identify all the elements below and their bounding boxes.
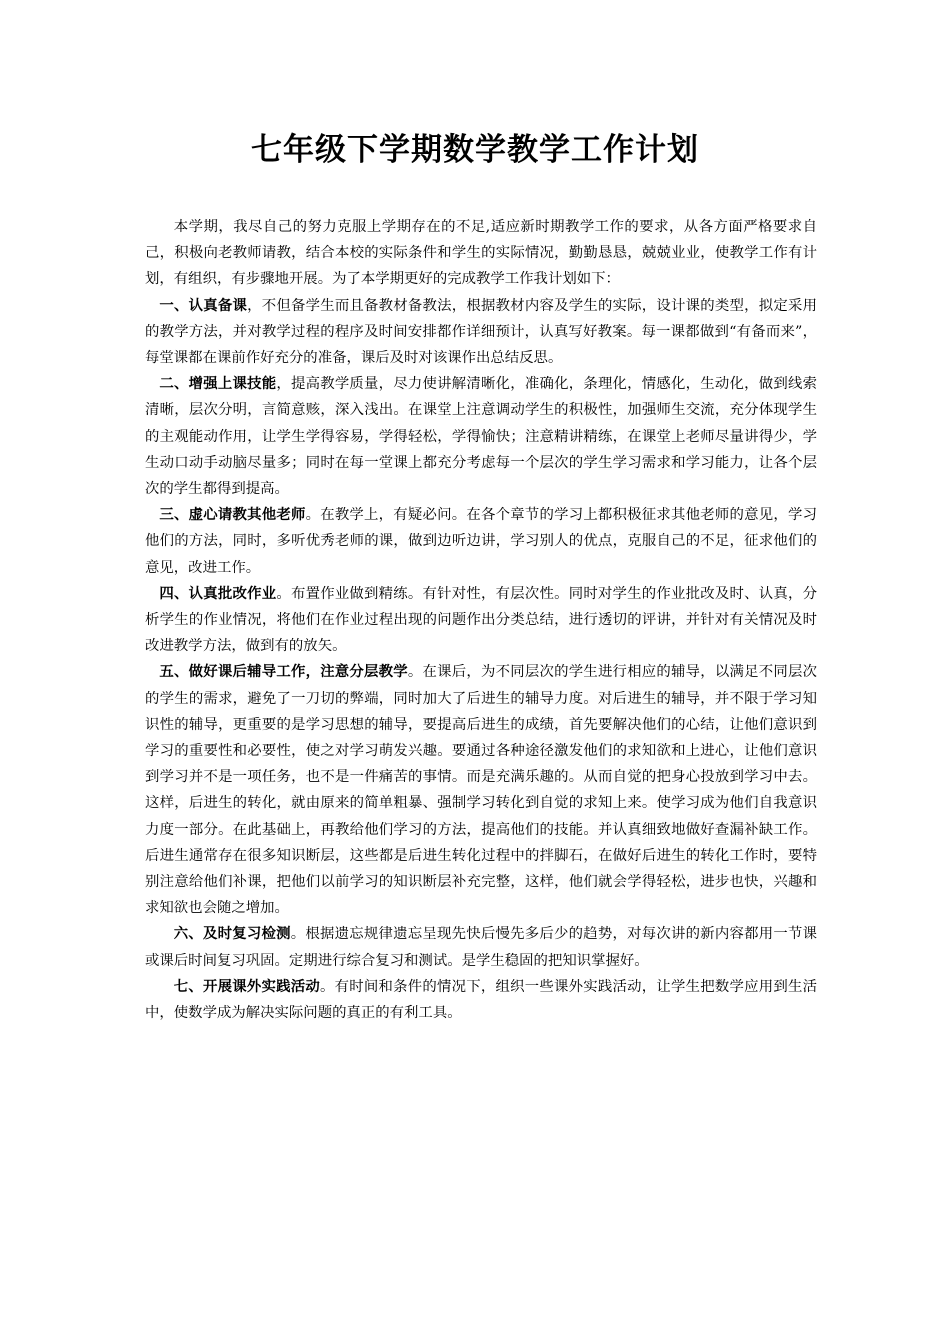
intro-paragraph: 本学期，我尽自己的努力克服上学期存在的不足,适应新时期教学工作的要求，从各方面严格要求自己，积极向老教师请教，结合本校的实际条件和学生的实际情况，勤勤恳恳，兢兢业业，使教学工作有计划，有组织，有步骤地开展。为了本学期更好的完成教学工作我计划如下： <box>145 219 817 288</box>
section-5-heading: 五、做好课后辅导工作，注意分层教学 <box>159 664 408 681</box>
section-3-heading: 三、虚心请教其他老师 <box>159 507 306 524</box>
section-7-heading: 七、开展课外实践活动 <box>173 978 321 995</box>
section-3-paragraph <box>145 502 817 581</box>
section-4-text: 。布置作业做到精练。有针对性，有层次性。同时对学生的作业批改及时、认真，分析学生的作业情况，将他们在作业过程出现的问题作出分类总结，进行透切的评讲，并针对有关情况及时改进教学方法，做到有的放矢。 <box>145 585 817 655</box>
section-7-paragraph <box>145 974 817 1026</box>
document-body <box>145 214 817 1026</box>
section-1-heading: 一、认真备课 <box>159 297 248 314</box>
section-5-paragraph <box>145 659 817 921</box>
section-1-paragraph <box>145 293 817 372</box>
section-2-heading: 二、增强上课技能 <box>159 376 277 393</box>
section-2-text: ，提高教学质量，尽力使讲解清晰化，准确化，条理化，情感化，生动化，做到线索清晰，层次分明，言简意赅，深入浅出。在课堂上注意调动学生的积极性，加强师生交流，充分体现学生的主观能动作用，让学生学得容易，学得轻松，学得愉快；注意精讲精练，在课堂上老师尽量讲得少，学生动口动手动脑尽量多；同时在每一堂课上都充分考虑每一个层次的学生学习需求和学习能力，让各个层次的学生都得到提高。 <box>145 376 817 498</box>
section-6-text: 。根据遗忘规律遗忘呈现先快后慢先多后少的趋势，对每次讲的新内容都用一节课或课后时间复习巩固。定期进行综合复习和测试。是学生稳固的把知识掌握好。 <box>145 926 817 969</box>
section-6-heading: 六、及时复习检测 <box>173 926 291 943</box>
section-4-heading: 四、认真批改作业 <box>159 585 277 602</box>
section-3-text: 。在教学上，有疑必问。在各个章节的学习上都积极征求其他老师的意见，学习他们的方法，同时，多听优秀老师的课，做到边听边讲，学习别人的优点，克服自己的不足，征求他们的意见，改进工作。 <box>145 507 817 576</box>
section-6-paragraph <box>145 921 817 973</box>
section-7-text: 。有时间和条件的情况下，组织一些课外实践活动，让学生把数学应用到生活中，使数学成为解决实际问题的真正的有利工具。 <box>145 978 817 1022</box>
section-5-text: 。在课后，为不同层次的学生进行相应的辅导，以满足不同层次的学生的需求，避免了一刀切的弊端，同时加大了后进生的辅导力度。对后进生的辅导，并不限于学习知识性的辅导，更重要的是学习思想的辅导，要提高后进生的成绩，首先要解决他们的心结，让他们意识到学习的重要性和必要性，使之对学习萌发兴趣。要通过各种途径激发他们的求知欲和上进心，让他们意识到学习并不是一项任务，也不是一件痛苦的事情。而是充满乐趣的。从而自觉的把身心投放到学习中去。这样，后进生的转化，就由原来的简单粗暴、强制学习转化到自觉的求知上来。使学习成为他们自我意识力度一部分。在此基础上，再教给他们学习的方法，提高他们的技能。并认真细致地做好查漏补缺工作。后进生通常存在很多知识断层，这些都是后进生转化过程中的拌脚石，在做好后进生的转化工作时，要特别注意给他们补课，把他们以前学习的知识断层补充完整，这样，他们就会学得轻松，进步也快，兴趣和求知欲也会随之增加。 <box>145 664 817 917</box>
document-title: 七年级下学期数学教学工作计划 <box>251 132 699 168</box>
section-2-paragraph <box>145 371 817 502</box>
section-1-text: ，不但备学生而且备教材备教法，根据教材内容及学生的实际，设计课的类型，拟定采用的教学方法，并对教学过程的程序及时间安排都作详细预计，认真写好教案。每一课都做到“有备而来”，每堂课都在课前作好充分的准备，课后及时对该课作出总结反思。 <box>145 297 817 367</box>
section-4-paragraph <box>145 581 817 660</box>
